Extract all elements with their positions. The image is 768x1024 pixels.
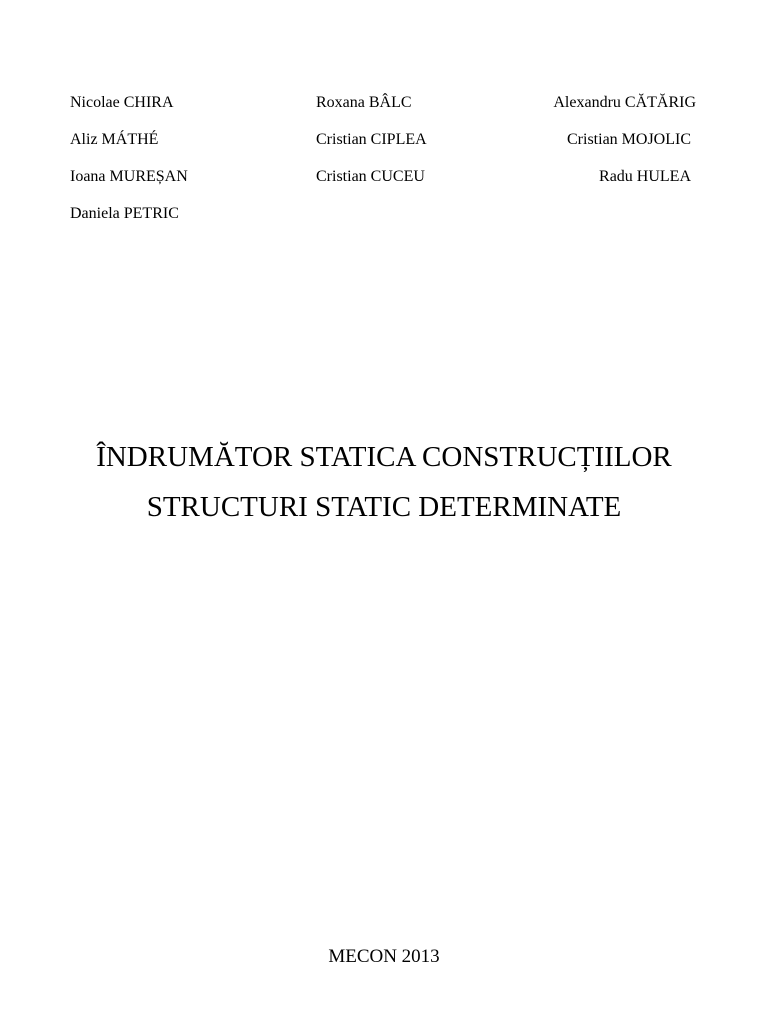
author-name: Daniela PETRIC <box>70 205 179 222</box>
author-name: Aliz MÁTHÉ <box>70 131 159 148</box>
author-name: Cristian CIPLEA <box>316 131 427 148</box>
author-name: Ioana MUREȘAN <box>70 168 188 185</box>
document-title: ÎNDRUMĂTOR STATICA CONSTRUCȚIILOR <box>96 441 672 473</box>
publisher-year: MECON 2013 <box>328 946 440 967</box>
author-name: Cristian MOJOLIC <box>567 131 691 148</box>
author-name: Nicolae CHIRA <box>70 94 174 111</box>
document-subtitle: STRUCTURI STATIC DETERMINATE <box>146 491 622 523</box>
author-name: Roxana BÂLC <box>316 94 412 111</box>
author-name: Alexandru CĂTĂRIG <box>553 94 696 111</box>
author-name: Cristian CUCEU <box>316 168 425 185</box>
author-name: Radu HULEA <box>599 168 691 185</box>
